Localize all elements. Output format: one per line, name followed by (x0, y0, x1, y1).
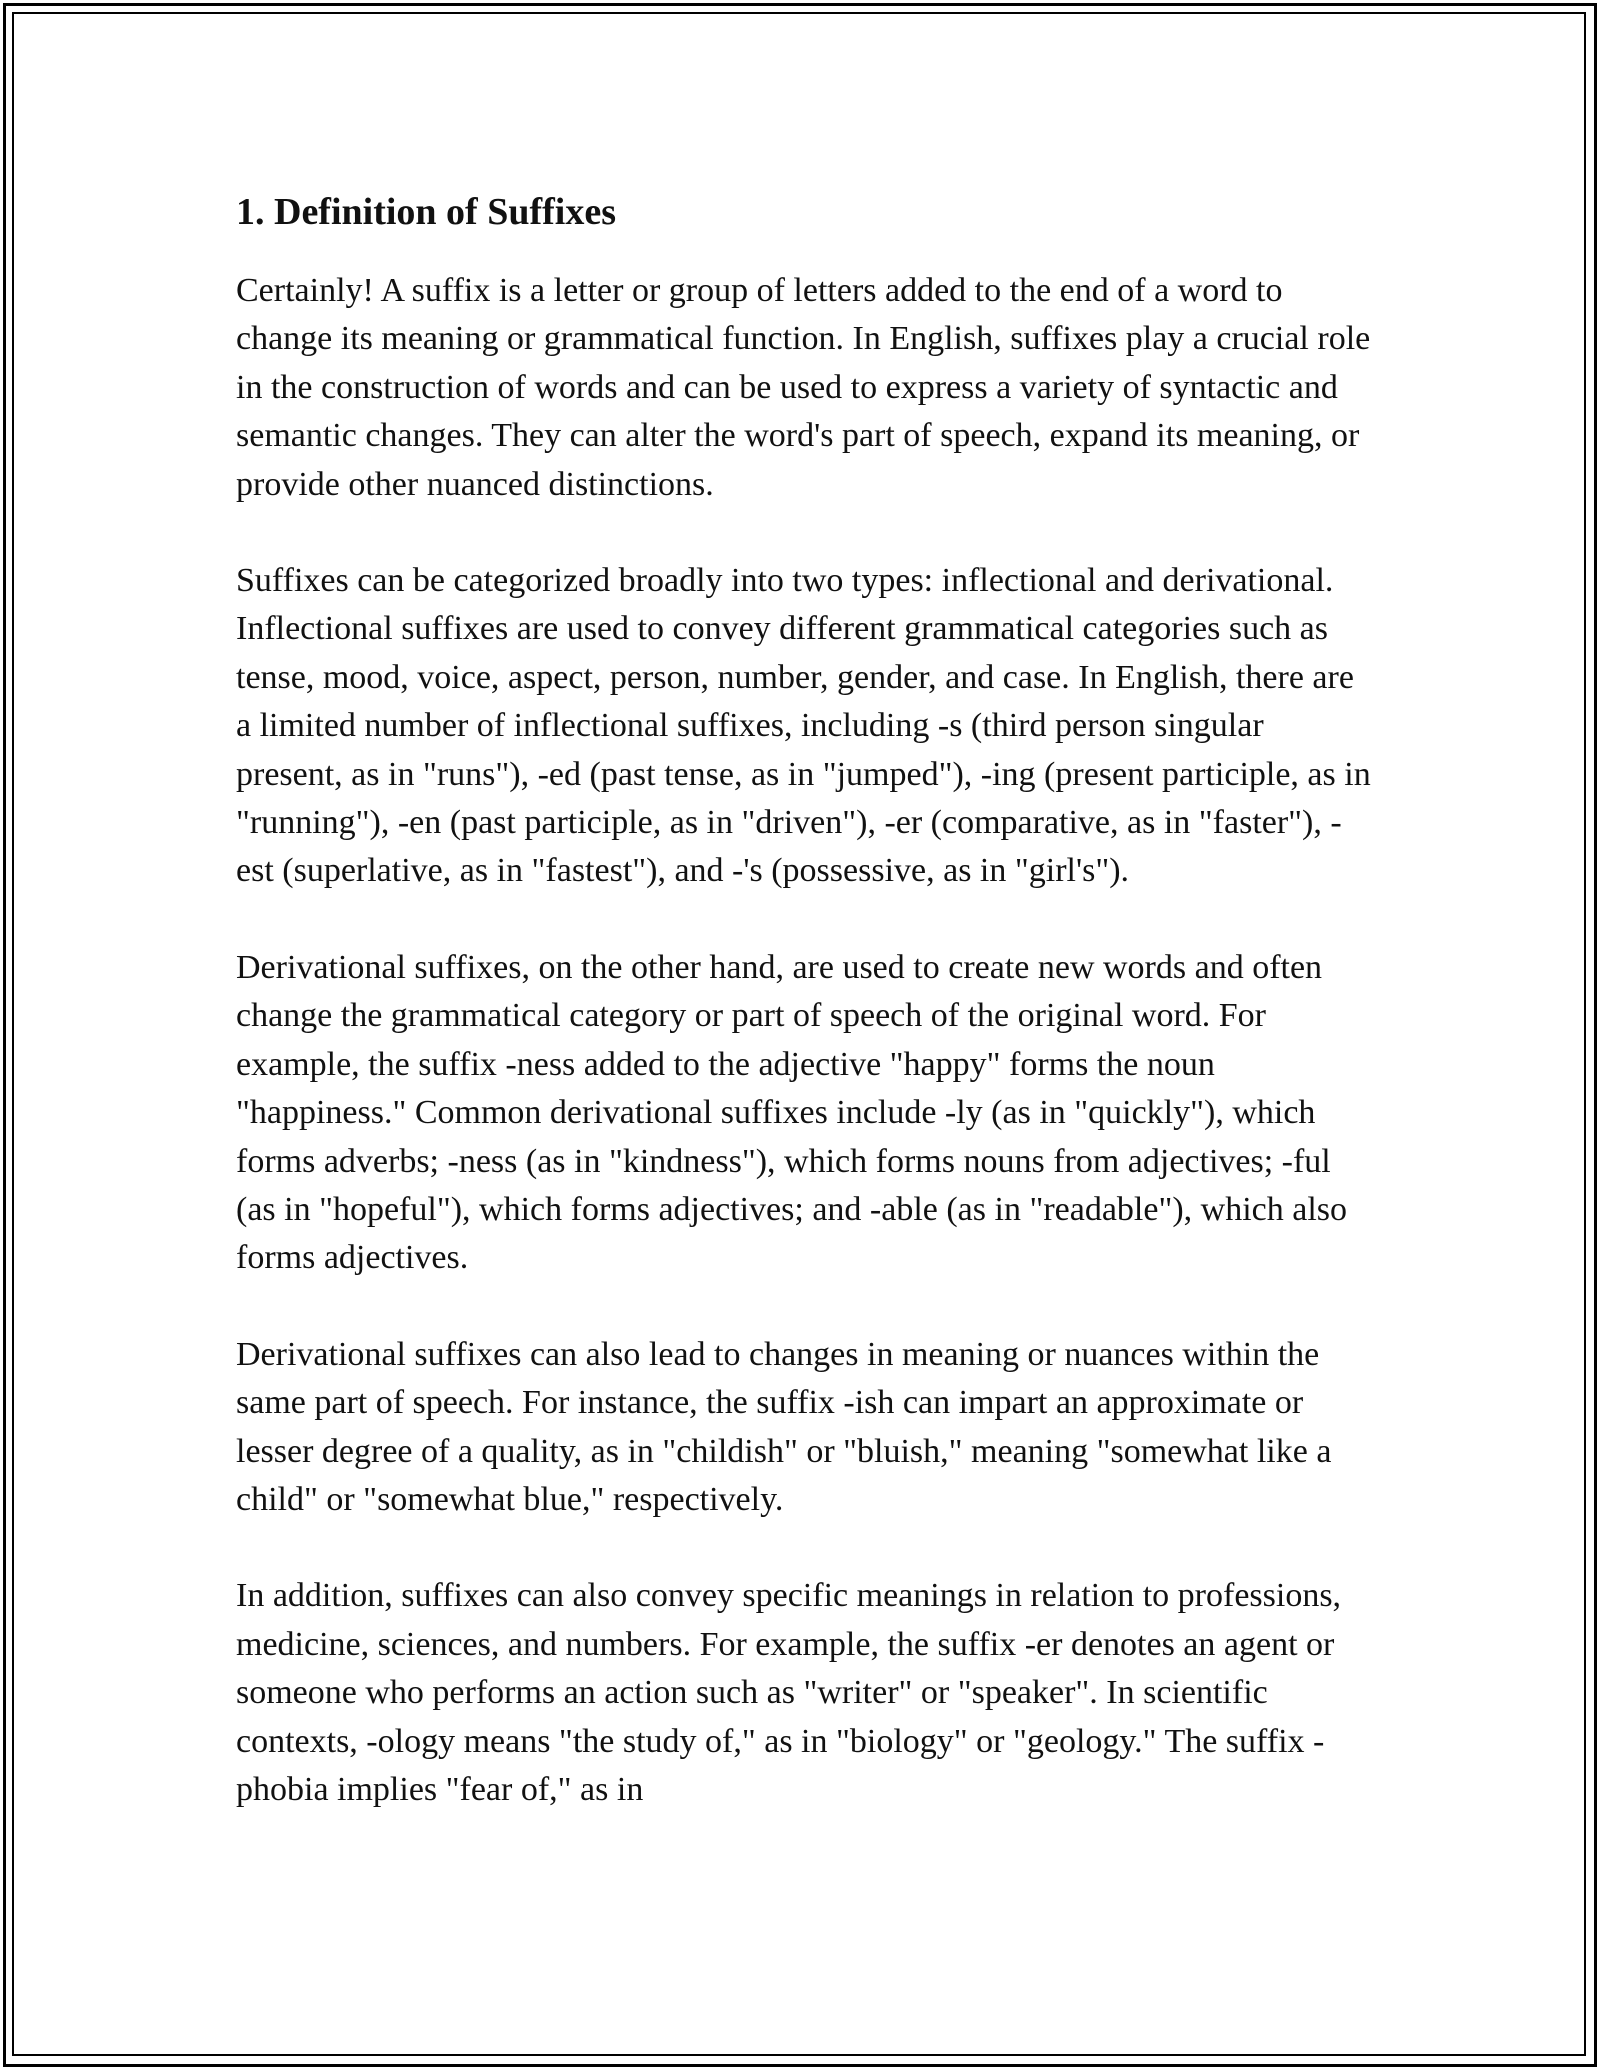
section-heading: 1. Definition of Suffixes (236, 191, 616, 233)
paragraph-definition: Certainly! A suffix is a letter or group of letters added to the end of a word to change its meaning or grammatical function. In English, suffixes play a crucial role in the construction of words and can be used to express a variety of syntactic and semantic changes. They can alter the word's part of speech, expand its meaning, or provide other nuanced distinctions. (236, 272, 1371, 503)
paragraph-meaning-nuances: Derivational suffixes can also lead to changes in meaning or nuances within the same part of speech. For instance, the suffix -ish can impart an approximate or lesser degree of a quality, as in "childish" or "bluish," meaning "somewhat like a child" or "somewhat blue," respectively. (236, 1335, 1332, 1518)
document-body (236, 182, 1376, 1862)
paragraph-inflectional: Suffixes can be categorized broadly into two types: inflectional and derivational. Inflectional suffixes are used to convey different grammatical categories such as tense, mood, voice, aspect, person, number, gender, and case. In English, there are a limited number of inflectional suffixes, including -s (third person singular present, as in "runs"), -ed (past tense, as in "jumped"), -ing (present participle, as in "running"), -en (past participle, as in "driven"), -er (comparative, as in "faster"), -est (superlative, as in "fastest"), and -'s (possessive, as in "girl's"). (236, 562, 1371, 890)
paragraph-specific-meanings: In addition, suffixes can also convey specific meanings in relation to professions, medicine, sciences, and numbers. For example, the suffix -er denotes an agent or someone who performs an action such as "writer" or "speaker". In scientific contexts, -ology means "the study of," as in "biology" or "geology." The suffix -phobia implies "fear of," as in (236, 1577, 1342, 1808)
paragraph-derivational: Derivational suffixes, on the other hand, are used to create new words and often change the grammatical category or part of speech of the original word. For example, the suffix -ness added to the adjective "happy" forms the noun "happiness." Common derivational suffixes include -ly (as in "quickly"), which forms adverbs; -ness (as in "kindness"), which forms nouns from adjectives; -ful (as in "hopeful"), which forms adjectives; and -able (as in "readable"), which also forms adjectives. (236, 948, 1348, 1277)
